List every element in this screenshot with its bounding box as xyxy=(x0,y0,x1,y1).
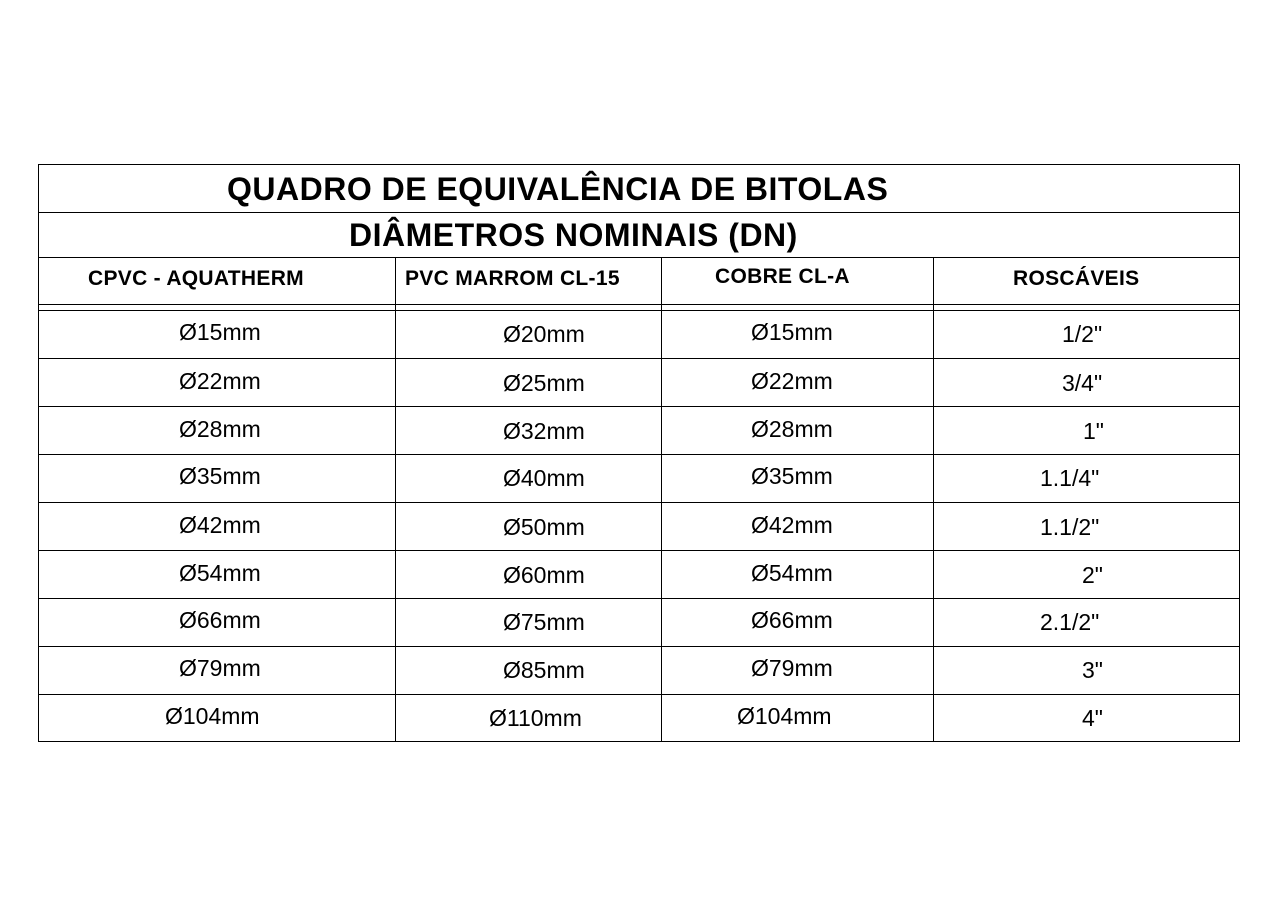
table-cell: Ø15mm xyxy=(179,319,261,345)
table-cell: Ø66mm xyxy=(179,607,261,633)
row-divider xyxy=(39,550,1239,551)
table-cell: 4" xyxy=(1082,705,1103,731)
table-cell: Ø104mm xyxy=(737,703,832,729)
table-cell: Ø50mm xyxy=(503,514,585,540)
table-cell: 1.1/2" xyxy=(1040,514,1100,540)
table-cell: Ø20mm xyxy=(503,321,585,347)
table-cell: Ø54mm xyxy=(751,560,833,586)
table-cell: 3/4" xyxy=(1062,370,1103,396)
table-cell: Ø54mm xyxy=(179,560,261,586)
table-cell: Ø42mm xyxy=(751,512,833,538)
row-divider xyxy=(39,646,1239,647)
column-divider xyxy=(933,258,934,741)
table-cell: Ø79mm xyxy=(751,655,833,681)
table-cell: Ø110mm xyxy=(489,705,582,731)
table-cell: Ø42mm xyxy=(179,512,261,538)
table-cell: Ø32mm xyxy=(503,418,585,444)
table-cell: Ø28mm xyxy=(751,416,833,442)
table-cell: Ø75mm xyxy=(503,609,585,635)
row-divider xyxy=(39,502,1239,503)
row-divider xyxy=(39,694,1239,695)
table-cell: Ø85mm xyxy=(503,657,585,683)
header-rule xyxy=(39,310,1239,311)
table-cell: Ø25mm xyxy=(503,370,585,396)
row-divider xyxy=(39,358,1239,359)
table-cell: Ø22mm xyxy=(179,368,261,394)
table-cell: Ø60mm xyxy=(503,562,585,588)
table-cell: Ø15mm xyxy=(751,319,833,345)
table-subtitle-row xyxy=(39,213,1239,258)
table-cell: Ø28mm xyxy=(179,416,261,442)
equivalence-table xyxy=(38,164,1240,742)
column-header-pvc: PVC MARROM CL-15 xyxy=(405,267,620,290)
column-header-cpvc: CPVC - AQUATHERM xyxy=(88,267,304,290)
table-subtitle: DIÂMETROS NOMINAIS (DN) xyxy=(349,217,798,253)
column-header-roscaveis: ROSCÁVEIS xyxy=(1013,267,1140,290)
table-cell: Ø22mm xyxy=(751,368,833,394)
row-divider xyxy=(39,454,1239,455)
column-divider xyxy=(661,258,662,741)
table-cell: 1/2" xyxy=(1062,321,1103,347)
column-divider xyxy=(395,258,396,741)
table-title-row xyxy=(39,165,1239,213)
table-cell: 1" xyxy=(1083,418,1104,444)
table-cell: 3" xyxy=(1082,657,1103,683)
table-cell: Ø35mm xyxy=(179,463,261,489)
table-cell: Ø35mm xyxy=(751,463,833,489)
row-divider xyxy=(39,406,1239,407)
row-divider xyxy=(39,598,1239,599)
table-cell: Ø66mm xyxy=(751,607,833,633)
table-cell: Ø40mm xyxy=(503,465,585,491)
table-title: QUADRO DE EQUIVALÊNCIA DE BITOLAS xyxy=(227,171,889,207)
table-cell: 2" xyxy=(1082,562,1103,588)
table-cell: 2.1/2" xyxy=(1040,609,1100,635)
header-rule xyxy=(39,304,1239,305)
column-header-cobre: COBRE CL-A xyxy=(715,265,850,288)
table-cell: Ø104mm xyxy=(165,703,260,729)
table-cell: Ø79mm xyxy=(179,655,261,681)
table-cell: 1.1/4" xyxy=(1040,465,1100,491)
